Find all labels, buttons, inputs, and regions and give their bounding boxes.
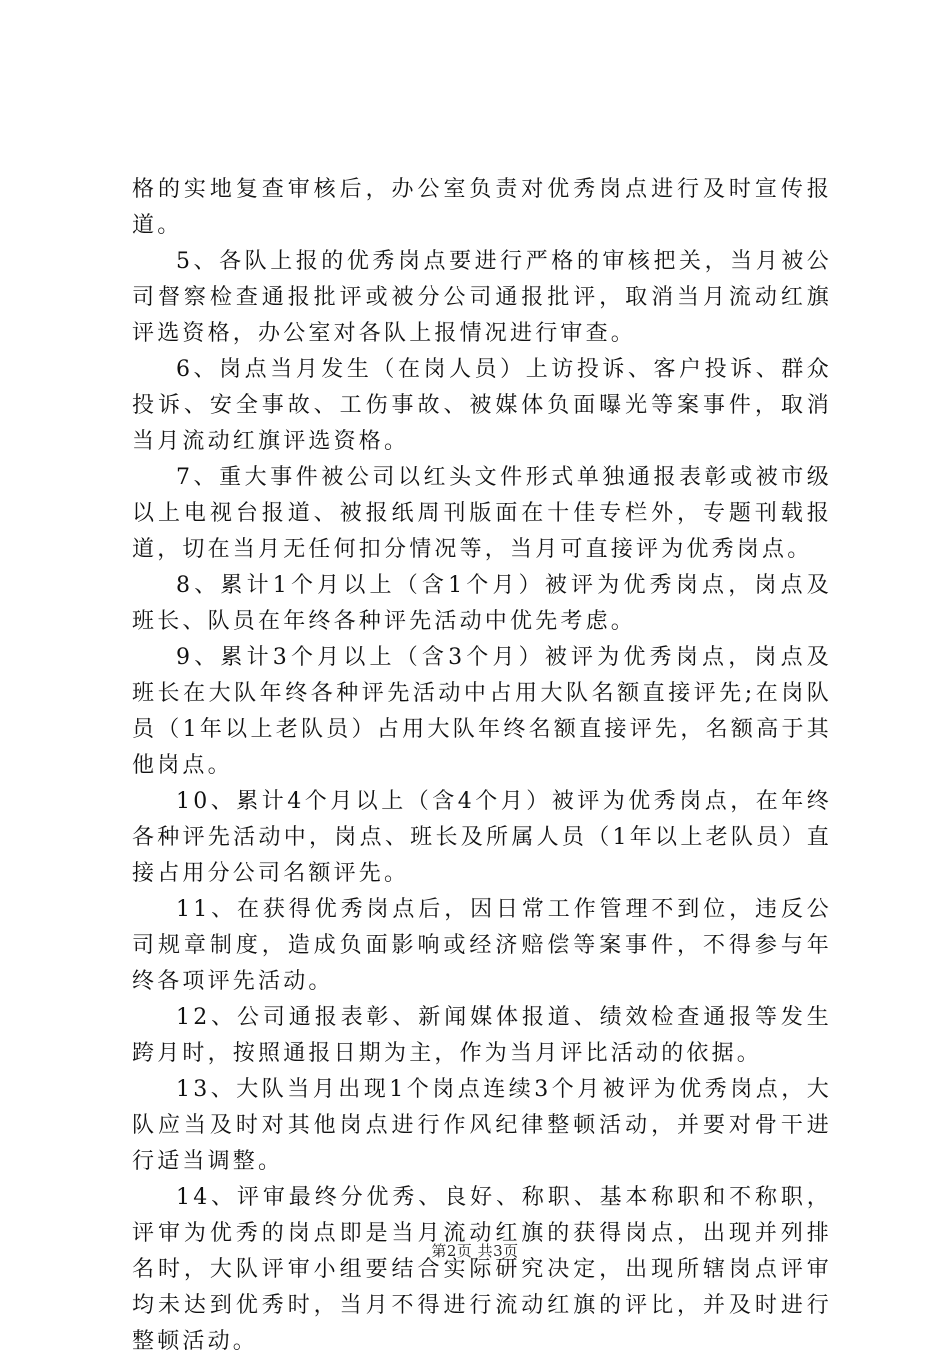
paragraph-item-7: 7、重大事件被公司以红头文件形式单独通报表彰或被市级以上电视台报道、被报纸周刊版面在十佳专栏外，专题刊载报道，切在当月无任何扣分情况等，当月可直接评为优秀岗点。 [132, 465, 832, 562]
document-body [132, 172, 832, 1360]
paragraph-continuation: 格的实地复查审核后，办公室负责对优秀岗点进行及时宣传报道。 [132, 177, 832, 238]
paragraph-item-5: 5、各队上报的优秀岗点要进行严格的审核把关，当月被公司督察检查通报批评或被分公司通报批评，取消当月流动红旗评选资格，办公室对各队上报情况进行审查。 [132, 249, 832, 346]
paragraph-item-9: 9、累计3个月以上（含3个月）被评为优秀岗点，岗点及班长在大队年终各种评先活动中占用大队名额直接评先;在岗队员（1年以上老队员）占用大队年终名额直接评先，名额高于其他岗点。 [132, 645, 832, 778]
paragraph-item-14: 14、评审最终分优秀、良好、称职、基本称职和不称职，评审为优秀的岗点即是当月流动红旗的获得岗点，出现并列排名时，大队评审小组要结合实际研究决定，出现所辖岗点评审均未达到优秀时，当月不得进行流动红旗的评比，并及时进行整顿活动。 [132, 1185, 832, 1354]
page-number-footer: 第2页 共3页 [431, 1242, 519, 1260]
paragraph-item-12: 12、公司通报表彰、新闻媒体报道、绩效检查通报等发生跨月时，按照通报日期为主，作为当月评比活动的依据。 [132, 1005, 832, 1066]
paragraph-item-10: 10、累计4个月以上（含4个月）被评为优秀岗点，在年终各种评先活动中，岗点、班长及所属人员（1年以上老队员）直接占用分公司名额评先。 [132, 789, 832, 886]
paragraph-item-11: 11、在获得优秀岗点后，因日常工作管理不到位，违反公司规章制度，造成负面影响或经济赔偿等案事件，不得参与年终各项评先活动。 [132, 897, 832, 994]
paragraph-item-6: 6、岗点当月发生（在岗人员）上访投诉、客户投诉、群众投诉、安全事故、工伤事故、被媒体负面曝光等案事件，取消当月流动红旗评选资格。 [132, 357, 832, 454]
paragraph-item-13: 13、大队当月出现1个岗点连续3个月被评为优秀岗点，大队应当及时对其他岗点进行作风纪律整顿活动，并要对骨干进行适当调整。 [132, 1077, 832, 1174]
paragraph-item-8: 8、累计1个月以上（含1个月）被评为优秀岗点，岗点及班长、队员在年终各种评先活动中优先考虑。 [132, 573, 832, 634]
